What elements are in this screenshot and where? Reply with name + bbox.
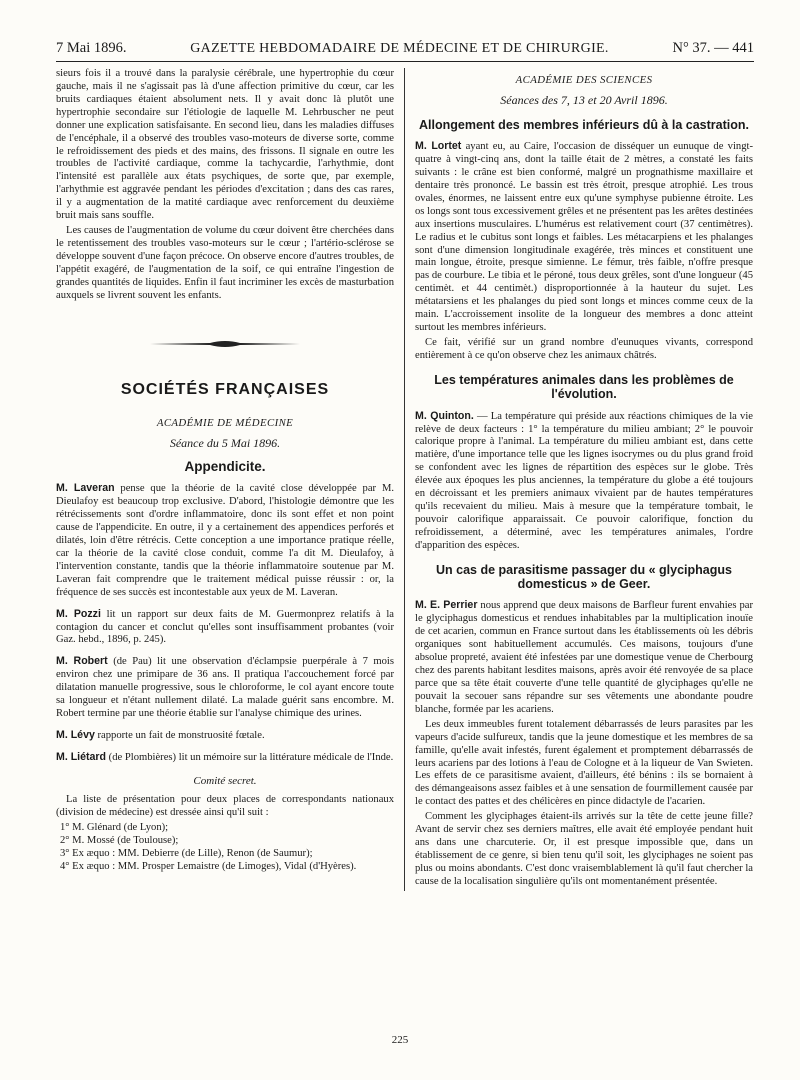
paragraph-text: ayant eu, au Caire, l'occasion de disséquer un eunuque de vingt-quatre à vingt-cinq ans, dont la taille était de 2 mètres, a constaté les faits suivants : le crâne est bien conformé, malgré un prognathisme maxillaire et dentaire très prononcé. Le bassin est très étroit, presque atrophié. Les trous ovales, énormes, ne laissent entre eux qu'une symphyse pubienne étroite. Les os longs sont tous excessivement grêles et ne présentent pas les arêtes destinées aux insertions musculaires. L'humérus est relativement court (37 centimètres). Le radius et le cubitus sont longs et faibles. Les métacarpiens et les phalanges sont d'une dimension longitudinale exagérée, très minces et constituent une main longue, étroite, presque simienne. Le fémur, très faible, n'offre presque pas de courbure. Le tibia et le péroné, tous deux grêles, sont d'une longueur (45 centimèt. et 44 centimèt.) disproportionnée à la hauteur du sujet. Les métatarsiens et les phalanges du pied sont longs et minces comme ceux de la main. L'accroissement insolite de la longueur des membres a donc atteint surtout les membres inférieurs.	[415, 141, 753, 334]
author-name: M. Quinton.	[415, 409, 474, 422]
page-header	[56, 40, 754, 62]
paragraph: sieurs fois il a trouvé dans la paralysie cérébrale, une hypertrophie du cœur gauche, mais il ne s'agissait pas là d'une affection primitive du cœur, car les bruits cardiaques étaient absolument nets. Il y avait donc là plutôt une hypertrophie secondaire sur l'étiologie de laquelle M. Lehrbuscher ne peut donner une explication satisfaisante. En second lieu, dans les maladies diffuses de l'encéphale, il a observé des troubles vaso-moteurs de diverse sorte, comme le refroidissement des pieds et des mains, des frissons. Il signale en outre les troubles de l'activité cardiaque, comme la tachycardie, l'arhythmie, dont l'intensité est parallèle aux états psychiques, de sorte que, par exemple, l'arhythmie est aggravée pendant les périodes d'excitation ; dans des cas rares, il y a augmentation de la matité cardiaque avec renforcement du deuxième bruit mais sans souffle.	[56, 68, 394, 222]
paragraph	[56, 655, 394, 721]
paragraph-text: nous apprend que deux maisons de Barfleur furent envahies par le glyciphagus domesticus et rendues inhabitables par la multiplication inouïe de cet acarien, commun en France surtout dans les établissements où les débris organiques sont habituellement accumulés. Ces maisons, toujours d'une absolue propreté, avaient été infestées par une domestique venue de Cherbourg chez des parents habitant lesdites maisons, après avoir été renvoyée de sa place parce que sa tête était couverte d'une telle quantité de glyciphages qu'elle ne pouvait la secouer sans répandre sur ses vêtements une abondante poudre blanche, formée par les acariens.	[415, 600, 753, 715]
paragraph: La liste de présentation pour deux places de correspondants nationaux (division de médecine) est dressée ainsi qu'il suit :	[56, 794, 394, 819]
paragraph-text: (de Pau) lit une observation d'éclampsie puerpérale à 7 mois environ chez une primipare de 36 ans. Il pratiqua l'accouchement forcé par dilatation manuelle progressive, sous le chloroforme, le col ayant encore toute sa longueur et n'étant nullement dilaté. La malade guérit sans encombre. M. Robert termine par une théorie établie sur l'analyse chimique des urines.	[56, 656, 394, 720]
paragraph-text: rapporte un fait de monstruosité fœtale.	[94, 730, 265, 742]
section-title: SOCIÉTÉS FRANÇAISES	[120, 380, 330, 398]
article-heading: Allongement des membres inférieurs dû à la castration.	[419, 117, 749, 132]
right-column	[404, 68, 753, 891]
session-date: Séances des 7, 13 et 20 Avril 1896.	[500, 93, 668, 108]
paragraph-text: lit un rapport sur deux faits de M. Guermonprez relatifs à la contagion du cancer et conclut qu'elles sont insuffisamment probantes (voir Gaz. hebd., 1896, p. 245).	[56, 608, 394, 646]
academy-name: ACADÉMIE DES SCIENCES	[515, 74, 653, 86]
session-date: Séance du 5 Mai 1896.	[169, 436, 281, 451]
ornament-rule-icon	[150, 339, 300, 349]
paragraph	[56, 751, 394, 765]
header-date: 7 Mai 1896.	[56, 40, 127, 56]
author-name: M. Liétard	[56, 750, 107, 763]
list-item: 1° M. Glénard (de Lyon);	[60, 822, 169, 834]
author-name: M. Robert	[56, 655, 108, 668]
paragraph: Les deux immeubles furent totalement débarrassés de leurs parasites par les vapeurs d'acide sulfureux, tandis que la jeune domestique et les membres de sa famille, qu'elle avait infestés, furent également et promptement débarrassés de leurs acariens par des lotions à l'eau de Cologne et à la liqueur de Van Swieten. Les effets de ce parasitisme avaient, d'ailleurs, été bénins : ils se bornaient à des démangeaisons assez faibles et à une sensation de fourmillement causée par le contact des pattes et des chélicères en pince didactyle de l'acarien.	[415, 718, 753, 808]
subsection-heading: Comité secret.	[193, 774, 257, 787]
paragraph: Comment les glyciphages étaient-ils arrivés sur la tête de cette jeune fille? Avant de servir chez ses derniers maîtres, elle avait été employée pendant huit ans dans une charcuterie. Or, il est presque impossible que, dans un établissement de ce genre, si bien tenu qu'il soit, les glyciphages ne soient pas plus ou moins abondants. C'est donc vraisemblablement là qu'il faut chercher la cause de la localisation singulière qu'ils ont momentanément présentée.	[415, 811, 753, 887]
paragraph	[56, 729, 394, 743]
paragraph	[56, 608, 394, 648]
paragraph-text: — La température qui préside aux réactions chimiques de la vie relève de deux facteurs : 1° la température du milieu ambiant; 2° le pouvoir calorique propre à l'animal. La température du milieu ambiant est, dans cette matière, d'une importance telle que les lignes isocrymes ou du plus grand froid se confondent avec les lignes de répartition des espèces sur le globe. Très élevée aux époques les plus anciennes, la température du globe a été toujours en décroissant et les premiers animaux vivaient par de hautes températures qu'ils recevaient du milieu. Mais à mesure que la température tombait, le pouvoir calorifique apparaissait. Ce pouvoir calorifique, fonction du refroidissement, a déterminé, avec les températures animales, l'ordre d'apparition des espèces.	[415, 410, 753, 551]
ornament-divider	[56, 339, 394, 354]
author-name: M. Lévy	[56, 729, 95, 742]
list-item: 4° Ex æquo : MM. Prosper Lemaistre (de Limoges), Vidal (d'Hyères).	[60, 860, 357, 872]
academy-name: ACADÉMIE DE MÉDECINE	[156, 417, 294, 430]
article-heading: Les températures animales dans les problèmes de l'évolution.	[434, 372, 734, 402]
two-column-body	[56, 68, 754, 891]
author-name: M. Pozzi	[56, 607, 101, 620]
journal-title: GAZETTE HEBDOMADAIRE DE MÉDECINE ET DE CHIRURGIE.	[190, 41, 609, 56]
paragraph	[415, 410, 753, 553]
paragraph-text: (de Plombières) lit un mémoire sur la littérature médicale de l'Inde.	[106, 751, 394, 763]
article-heading: Appendicite.	[184, 458, 266, 474]
author-name: M. Laveran	[56, 482, 115, 495]
paragraph	[415, 599, 753, 716]
paragraph: Ce fait, vérifié sur un grand nombre d'eunuques vivants, correspond entièrement à ce qu'on observe chez les animaux châtrés.	[415, 337, 753, 361]
article-heading: Un cas de parasitisme passager du « glyciphagus domesticus » de Geer.	[436, 562, 732, 592]
paragraph	[56, 482, 394, 599]
paragraph: Les causes de l'augmentation de volume du cœur doivent être cherchées dans le retentissement des troubles vaso-moteurs sur le cœur ; l'artério-sclérose se développe souvent d'une façon précoce. On observe encore d'autres troubles, de l'appétit exagéré, de l'augmentation de la soif, ce qui entraîne l'ingestion de grandes quantités de liquides. Enfin il faut incriminer les excès de masturbation auxquels se livrent souvent les enfants.	[56, 225, 394, 301]
paragraph	[415, 140, 753, 335]
list-item: 2° M. Mossé (de Toulouse);	[60, 835, 179, 847]
page-number: 225	[391, 1034, 409, 1046]
author-name: M. Lortet	[415, 140, 462, 153]
author-name: M. E. Perrier	[415, 599, 478, 612]
paragraph-text: pense que la théorie de la cavité close développée par M. Dieulafoy est beaucoup trop exclusive. D'abord, l'histologie démontre que les rétrécissements sont d'ordre inflammatoire, donc ils sont effet et non point cause de l'appendicite. En outre, il y a certainement des appendices perforés et dilatés, loin d'être rétrécis. Cette conception a une importance pratique réelle, car la théorie de la cavité close conduit, comme l'a dit M. Dieulafoy, à l'intervention constante, tandis que la théorie inflammatoire soutenue par M. Laveran fait comprendre que le traitement médical puisse réussir : or, la fréquence de ses succès est incontestable aux yeux de M. Laveran.	[56, 483, 395, 598]
header-number: N° 37. — 441	[672, 40, 754, 56]
list-item: 3° Ex æquo : MM. Debierre (de Lille), Renon (de Saumur);	[60, 847, 313, 859]
left-column	[56, 68, 404, 891]
